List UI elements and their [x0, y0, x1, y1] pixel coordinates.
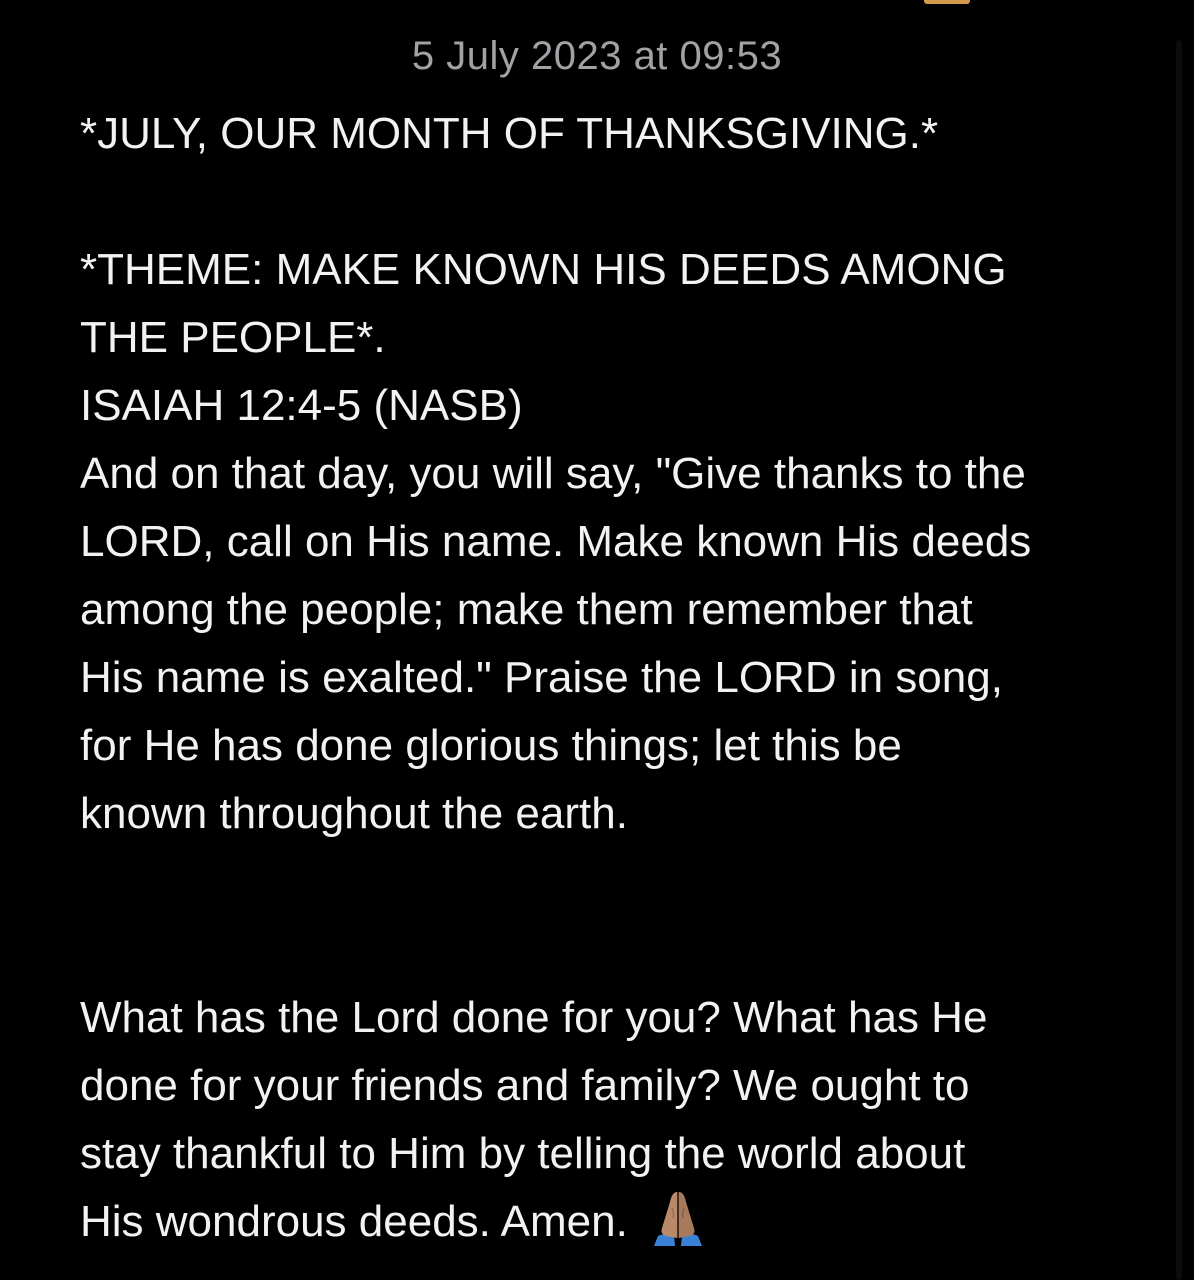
note-line-verse: LORD, call on His name. Make known His deeds: [80, 517, 1032, 566]
note-line-reflection: done for your friends and family? We ought to: [80, 1061, 970, 1110]
note-timestamp: 5 July 2023 at 09:53: [411, 34, 783, 78]
top-edge-element: [924, 0, 970, 4]
folded-hands-icon: [648, 1188, 708, 1248]
note-line-theme-cont: THE PEOPLE*.: [80, 313, 386, 362]
note-line-title: *JULY, OUR MONTH OF THANKSGIVING.*: [80, 109, 939, 158]
note-line-verse: And on that day, you will say, "Give thanks to the: [80, 449, 1026, 498]
scrollbar[interactable]: [1176, 40, 1182, 1280]
note-line-theme: *THEME: MAKE KNOWN HIS DEEDS AMONG: [80, 245, 1007, 294]
note-line-reflection: What has the Lord done for you? What has He: [80, 993, 988, 1042]
note-body[interactable]: [80, 100, 1140, 1256]
note-line-reflection-last: [80, 1188, 1140, 1256]
note-line-verse: known throughout the earth.: [80, 789, 628, 838]
blank-line: [80, 848, 1140, 916]
note-line-verse: for He has done glorious things; let this be: [80, 721, 902, 770]
note-line-text: His wondrous deeds. Amen.: [80, 1197, 641, 1246]
blank-line: [80, 168, 1140, 236]
blank-line: [80, 916, 1140, 984]
note-line-reference: ISAIAH 12:4-5 (NASB): [80, 381, 523, 430]
note-line-verse: His name is exalted." Praise the LORD in song,: [80, 653, 1003, 702]
note-line-reflection: stay thankful to Him by telling the world about: [80, 1129, 966, 1178]
note-line-verse: among the people; make them remember that: [80, 585, 973, 634]
